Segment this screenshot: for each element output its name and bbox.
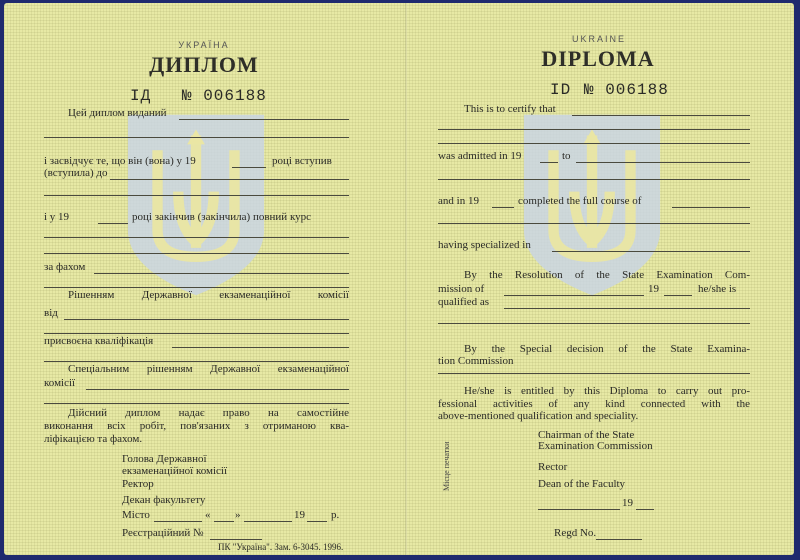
chairman-label-2: екзаменаційної комісії	[122, 465, 228, 477]
rector-label: Ректор	[122, 478, 154, 490]
course-line-en	[672, 207, 750, 208]
diploma-number-en: № 006188	[584, 81, 669, 99]
date-year-en: 19	[622, 497, 633, 509]
resolution-mission: mission of	[438, 283, 485, 295]
admission-text-end: році вступив	[272, 155, 332, 167]
admitted-line-2	[438, 179, 750, 180]
specialized-label: having specialized in	[438, 239, 531, 251]
resolution-year-line	[664, 295, 692, 296]
english-page	[408, 3, 794, 555]
document-title: ДИПЛОМ	[149, 52, 259, 77]
name-line-en-3	[438, 143, 750, 144]
page-fold	[405, 3, 407, 555]
resolution-year: 19	[648, 283, 659, 295]
graduation-text-rest: році закінчив (закінчила) повний курс	[132, 211, 312, 223]
chairman-label-en-1: Chairman of the State	[538, 429, 635, 441]
quote-close: »	[235, 509, 241, 521]
qualified-line-2	[438, 323, 750, 324]
stamp-area-label: Місце печатки	[442, 441, 451, 491]
dean-label: Декан факультету	[122, 494, 206, 506]
dean-label-en: Dean of the Faculty	[538, 478, 626, 490]
year-prefix: 19	[294, 509, 305, 521]
exam-commission-decision: Рішенням Державної екзаменаційної комісії	[68, 289, 349, 301]
admitted-label: was admitted in 19	[438, 150, 522, 162]
qualified-as-label: qualified as	[438, 296, 490, 308]
registration-label: Реєстраційний №	[122, 527, 204, 539]
entitled-text-3: above-mentioned qualification and speciality.	[438, 410, 639, 422]
decision-date-line	[64, 319, 349, 320]
course-line-1	[44, 237, 349, 238]
graduation-year-line	[98, 223, 128, 224]
admitted-institution-line	[576, 162, 750, 163]
admission-to-text: (вступила) до	[44, 167, 108, 179]
qualification-line-2	[44, 361, 349, 362]
country-label-en: UKRAINE	[571, 34, 626, 44]
special-decision-commission-en: tion Commission	[438, 355, 514, 367]
qualification-label: присвоєна кваліфікація	[44, 335, 154, 347]
admitted-to-label: to	[562, 150, 571, 162]
completed-rest: completed the full course of	[518, 195, 642, 207]
rights-text-2: виконання всіх робіт, пов'язаних з отриманою ква-	[44, 420, 349, 432]
registration-line	[210, 539, 262, 540]
rights-text-3: ліфікацією та фахом.	[44, 433, 143, 445]
diploma-series-en: ID	[550, 81, 572, 99]
entitled-text-2: fessional activities of any kind connected with the	[438, 398, 750, 410]
specialized-line	[552, 251, 750, 252]
rights-text-1: Дійсний диплом надає право на самостійне	[68, 407, 349, 419]
admitted-year-line	[540, 162, 558, 163]
diploma-document	[4, 3, 794, 555]
institution-line-2	[44, 195, 349, 196]
decision-from-label: від	[44, 307, 58, 319]
document-title-en: DIPLOMA	[541, 46, 655, 71]
quote-open: «	[205, 509, 211, 521]
special-decision-commission: комісії	[44, 377, 76, 389]
completed-year-line	[492, 207, 514, 208]
completed-label: and in 19	[438, 195, 479, 207]
entitled-text-1: He/she is entitled by this Diploma to carry out pro-	[464, 385, 750, 397]
course-line-2	[44, 253, 349, 254]
name-line-en-2	[438, 129, 750, 130]
admission-text: і засвідчує те, що він (вона) у 19	[44, 155, 196, 167]
resolution-text-1: By the Resolution of the State Examination Com-	[464, 269, 750, 281]
rector-label-en: Rector	[538, 461, 568, 473]
qualification-line-1	[172, 347, 349, 348]
institution-line-1	[110, 179, 349, 180]
special-decision-text-en: By the Special decision of the State Examina-	[464, 343, 750, 355]
name-line-1	[179, 119, 349, 120]
name-line-2	[44, 137, 349, 138]
specialty-label: за фахом	[44, 261, 86, 273]
chairman-label-1: Голова Державної	[122, 453, 207, 465]
registration-label-en: Regd No.	[554, 527, 597, 539]
graduation-text: і у 19	[44, 211, 70, 223]
certify-label: This is to certify that	[464, 103, 556, 115]
printer-imprint: ПК "Україна". Зам. 6-3045. 1996.	[218, 542, 344, 552]
special-decision-line-2	[44, 403, 349, 404]
issued-to-label: Цей диплом виданий	[68, 107, 167, 119]
diploma-series: ІД	[130, 87, 152, 105]
name-line-en-1	[572, 115, 750, 116]
admission-year-line	[232, 167, 266, 168]
place-line	[154, 521, 202, 522]
ukrainian-page	[4, 3, 404, 555]
chairman-label-en-2: Examination Commission	[538, 440, 653, 452]
specialty-line-1	[94, 273, 349, 274]
place-label: Місто	[122, 509, 150, 521]
diploma-number: № 006188	[182, 87, 267, 105]
month-line	[244, 521, 292, 522]
resolution-date-line	[504, 295, 644, 296]
registration-line-en	[596, 539, 642, 540]
special-decision-line-en	[438, 373, 750, 374]
decision-line-2	[44, 333, 349, 334]
course-line-en-2	[438, 223, 750, 224]
special-decision-text: Спеціальним рішенням Державної екзаменаційної	[68, 363, 349, 375]
date-year-line-en	[636, 509, 654, 510]
resolution-heshe: he/she is	[698, 283, 737, 295]
specialty-line-2	[44, 287, 349, 288]
qualified-as-line	[504, 308, 750, 309]
year-suffix: р.	[331, 509, 340, 521]
country-label: УКРАЇНА	[178, 40, 230, 50]
year-line	[307, 521, 327, 522]
special-decision-line	[86, 389, 349, 390]
day-line	[214, 521, 234, 522]
date-line-en	[538, 509, 620, 510]
